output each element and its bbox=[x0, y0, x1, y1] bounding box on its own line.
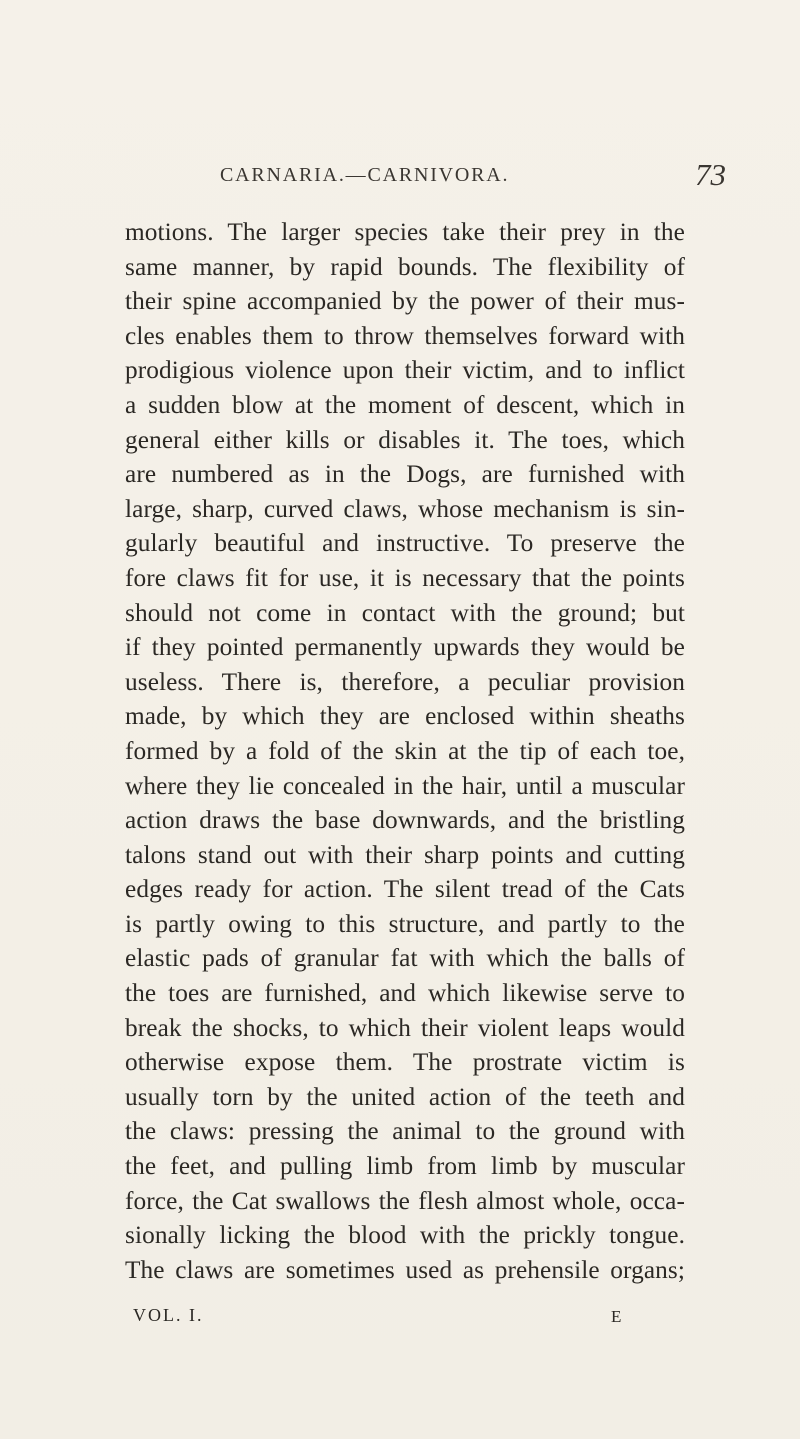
text-line: same manner, by rapid bounds. The flexibility of bbox=[125, 252, 685, 281]
page-number: 73 bbox=[695, 157, 726, 192]
text-line: the feet, and pulling limb from limb by muscular bbox=[125, 1152, 685, 1181]
text-line: are numbered as in the Dogs, are furnished with bbox=[125, 460, 685, 489]
text-line: the toes are furnished, and which likewise serve to bbox=[125, 979, 685, 1008]
text-line: talons stand out with their sharp points and cutting bbox=[125, 840, 685, 869]
text-line: edges ready for action. The silent tread of the Cats bbox=[125, 875, 685, 904]
text-line: action draws the base downwards, and the bristling bbox=[125, 806, 685, 835]
body-text bbox=[125, 215, 685, 1287]
volume-signature: VOL. I. bbox=[133, 1305, 204, 1325]
text-line: a sudden blow at the moment of descent, which in bbox=[125, 390, 685, 419]
text-line: where they lie concealed in the hair, until a muscular bbox=[125, 771, 685, 800]
signature-mark: E bbox=[611, 1307, 622, 1326]
text-line: gularly beautiful and instructive. To preserve the bbox=[125, 529, 685, 558]
text-line: force, the Cat swallows the flesh almost whole, occa- bbox=[125, 1186, 685, 1215]
text-line: should not come in contact with the ground; but bbox=[125, 598, 685, 627]
text-line: fore claws fit for use, it is necessary that the points bbox=[125, 563, 685, 592]
text-line: the claws: pressing the animal to the ground with bbox=[125, 1117, 685, 1146]
text-line: elastic pads of granular fat with which the balls of bbox=[125, 944, 685, 973]
text-line: large, sharp, curved claws, whose mechanism is sin- bbox=[125, 494, 685, 523]
text-line: motions. The larger species take their prey in the bbox=[125, 218, 685, 246]
text-line: usually torn by the united action of the teeth and bbox=[125, 1082, 685, 1111]
text-line: formed by a fold of the skin at the tip of each toe, bbox=[125, 736, 685, 765]
text-line: useless. There is, therefore, a peculiar provision bbox=[125, 667, 685, 696]
running-head: CARNARIA.—CARNIVORA. bbox=[220, 164, 510, 186]
text-line: The claws are sometimes used as prehensile organs; bbox=[125, 1255, 685, 1284]
text-line: sionally licking the blood with the prickly tongue. bbox=[125, 1221, 685, 1250]
text-line: general either kills or disables it. The toes, which bbox=[125, 425, 685, 454]
text-line: is partly owing to this structure, and partly to the bbox=[125, 909, 685, 938]
text-line: if they pointed permanently upwards they would be bbox=[125, 633, 685, 662]
text-line: break the shocks, to which their violent leaps would bbox=[125, 1013, 685, 1042]
text-line: made, by which they are enclosed within sheaths bbox=[125, 702, 685, 731]
text-line: cles enables them to throw themselves forward with bbox=[125, 321, 685, 350]
text-line: their spine accompanied by the power of their mus- bbox=[125, 287, 685, 316]
text-line: otherwise expose them. The prostrate victim is bbox=[125, 1048, 685, 1077]
text-line: prodigious violence upon their victim, and to inflict bbox=[125, 356, 685, 385]
